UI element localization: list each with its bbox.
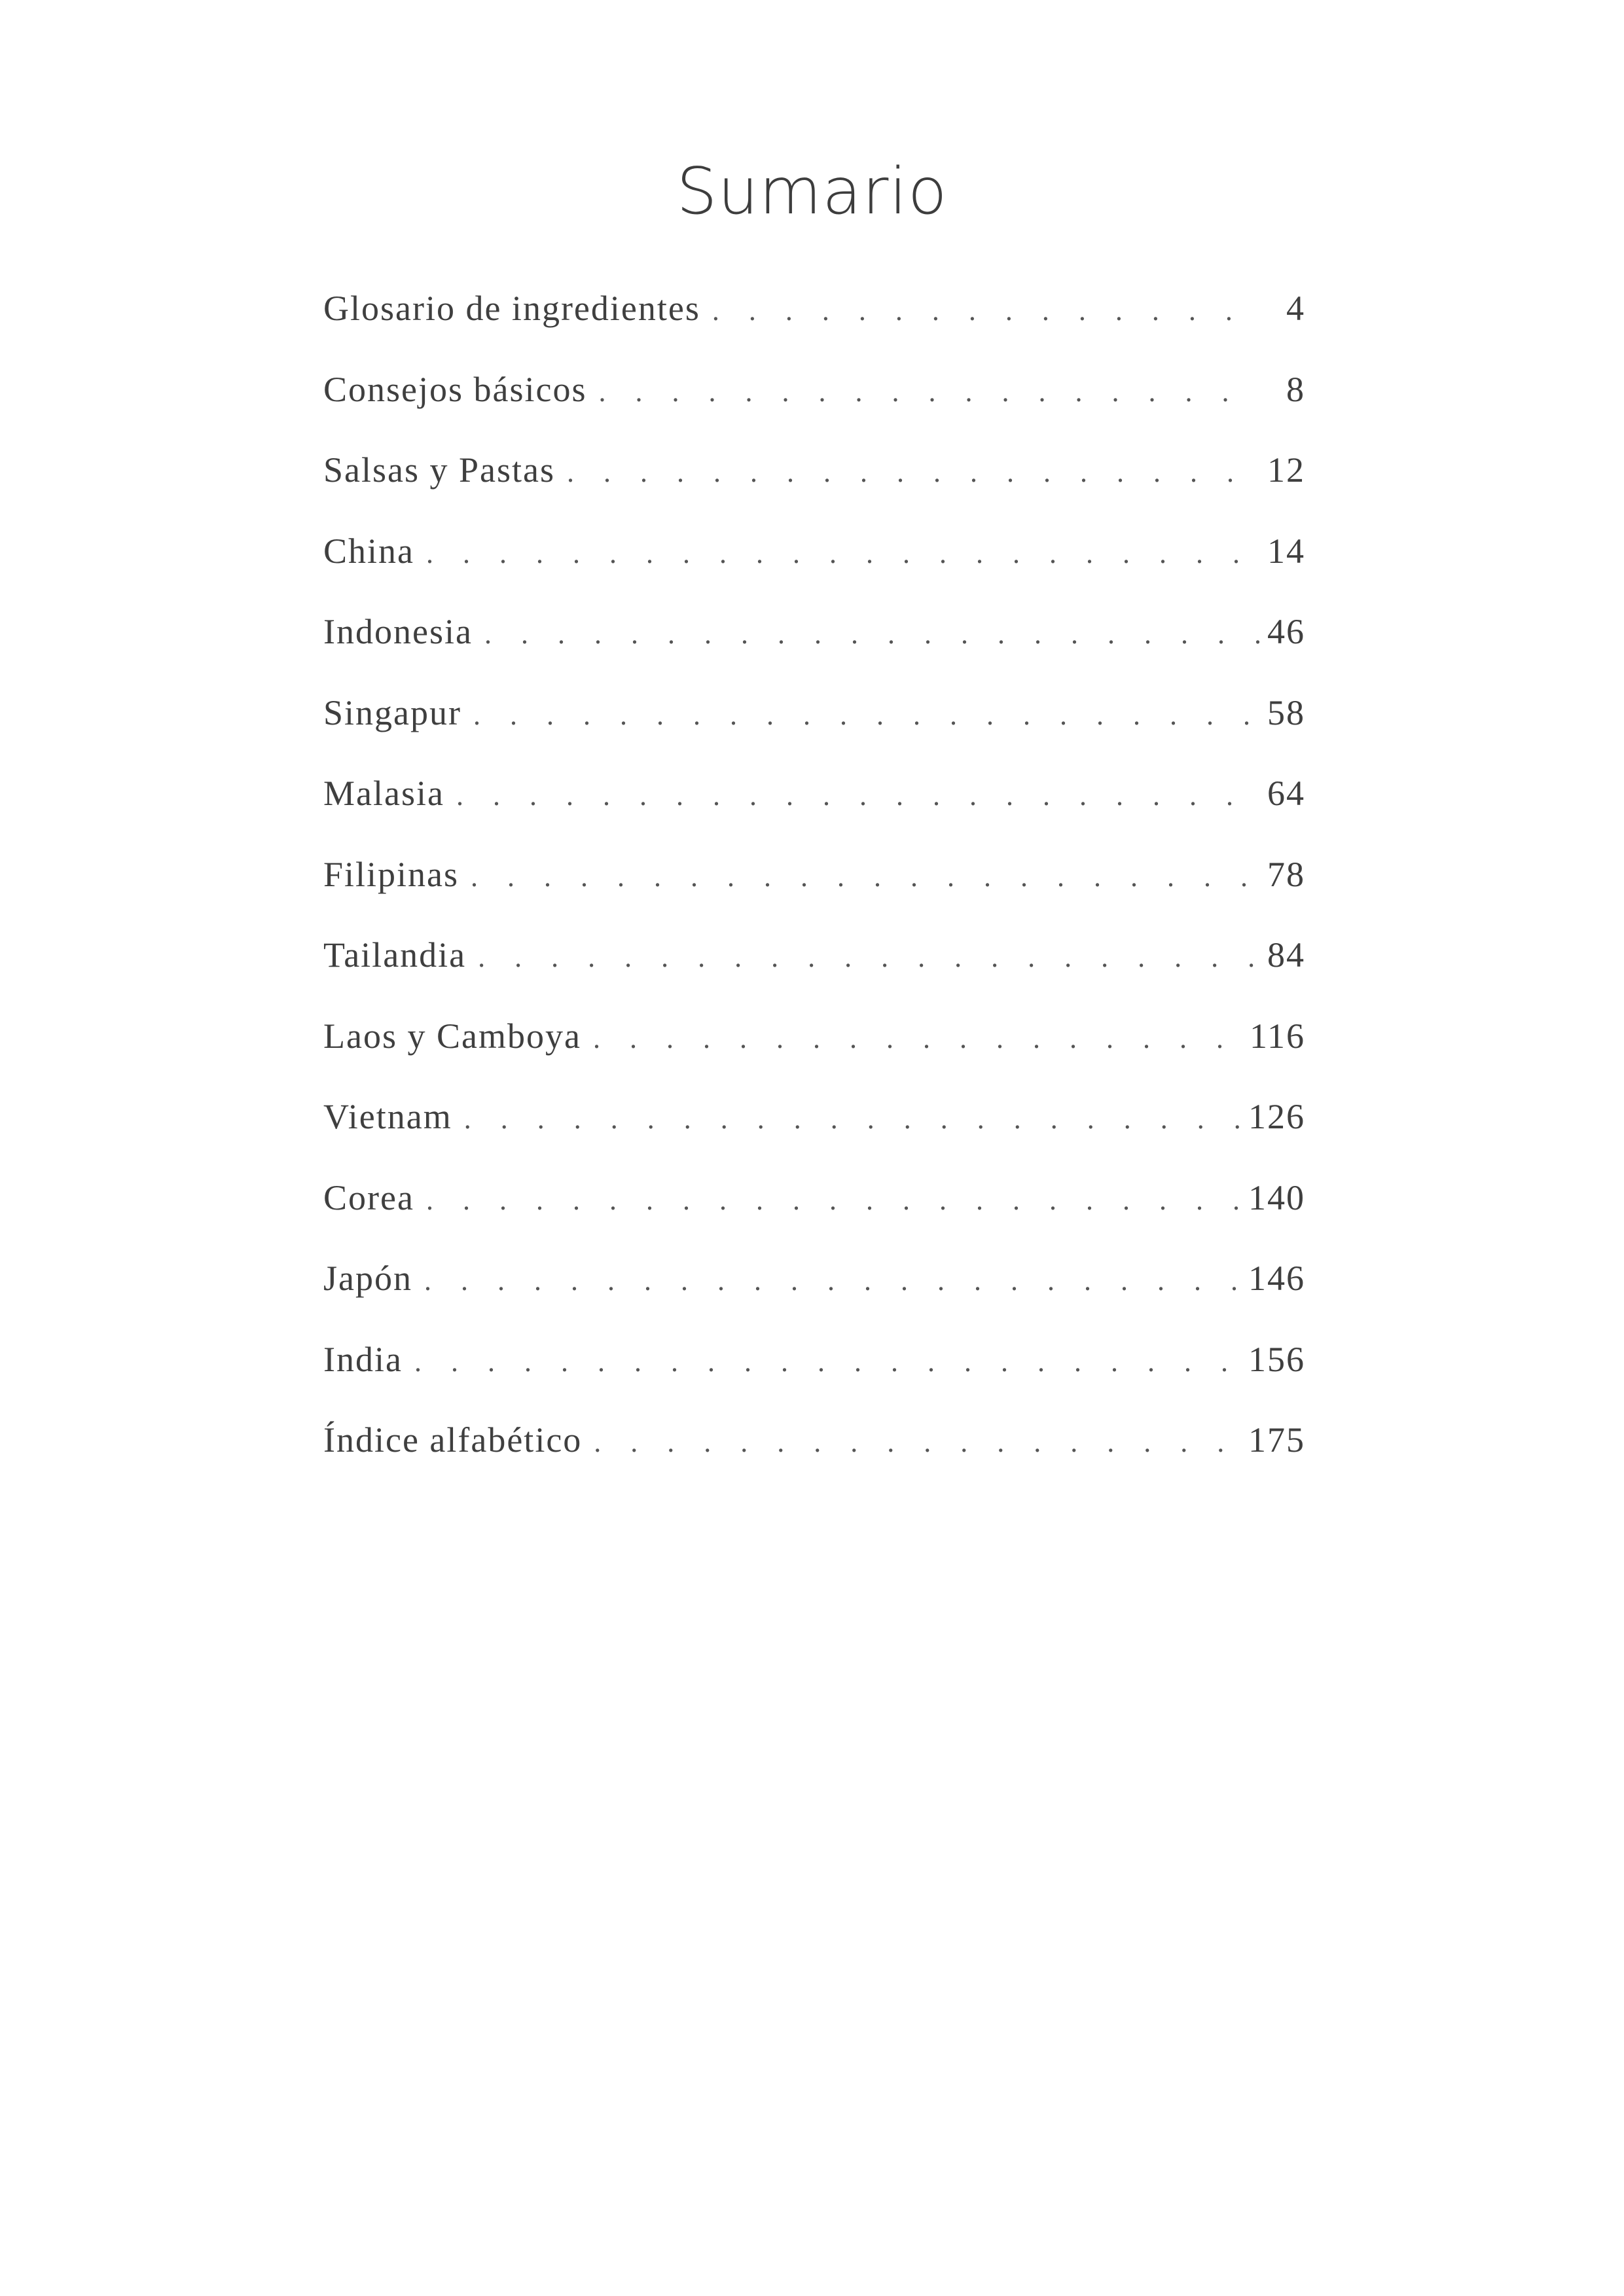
toc-entry-label: India <box>323 1339 403 1379</box>
toc-entry <box>323 1016 1305 1097</box>
toc-entry-label: Glosario de ingredientes <box>323 289 700 328</box>
toc-page-number: 46 <box>1267 612 1305 651</box>
toc-entry <box>323 288 1305 369</box>
table-of-contents <box>323 288 1305 1501</box>
toc-page-number: 126 <box>1248 1097 1305 1136</box>
toc-page-number: 175 <box>1248 1420 1305 1460</box>
toc-entry <box>323 611 1305 692</box>
toc-entry-label: Índice alfabético <box>323 1420 583 1460</box>
toc-entry <box>323 1420 1305 1501</box>
toc-entry-label: Japón <box>323 1259 412 1298</box>
toc-dot-leader <box>478 941 1259 974</box>
toc-page-number: 78 <box>1267 854 1305 894</box>
toc-entry <box>323 531 1305 612</box>
toc-dot-leader <box>594 1426 1242 1459</box>
toc-page-number: 84 <box>1267 935 1305 975</box>
toc-entry <box>323 1339 1305 1420</box>
toc-page-number: 14 <box>1267 531 1305 571</box>
toc-entry <box>323 935 1305 1016</box>
toc-entry <box>323 1096 1305 1177</box>
toc-entry-label: Malasia <box>323 774 444 813</box>
toc-entry-label: Indonesia <box>323 612 473 651</box>
toc-entry-label: Laos y Camboya <box>323 1016 581 1056</box>
toc-dot-leader <box>426 537 1259 570</box>
toc-dot-leader <box>456 779 1259 812</box>
toc-dot-leader <box>424 1264 1242 1297</box>
toc-dot-leader <box>414 1345 1242 1378</box>
toc-page-number: 140 <box>1248 1177 1305 1217</box>
toc-entry-label: Singapur <box>323 692 461 732</box>
toc-entry <box>323 369 1305 450</box>
toc-entry <box>323 1177 1305 1259</box>
toc-dot-leader <box>471 860 1259 893</box>
toc-dot-leader <box>484 617 1259 651</box>
toc-entry-label: Salsas y Pastas <box>323 450 555 490</box>
toc-entry-label: Tailandia <box>323 935 467 975</box>
toc-dot-leader <box>599 375 1260 408</box>
toc-entry <box>323 1258 1305 1339</box>
toc-dot-leader <box>464 1102 1242 1136</box>
toc-entry <box>323 773 1305 854</box>
toc-entry-label: Vietnam <box>323 1097 452 1136</box>
toc-entry <box>323 854 1305 935</box>
toc-dot-leader <box>712 294 1259 327</box>
toc-page-number: 12 <box>1267 450 1305 490</box>
toc-page-number: 156 <box>1248 1339 1305 1379</box>
toc-entry-label: Filipinas <box>323 854 460 894</box>
page-title: Sumario <box>676 154 948 229</box>
toc-dot-leader <box>593 1022 1243 1055</box>
toc-page-number: 58 <box>1267 692 1305 732</box>
toc-page-number: 146 <box>1248 1259 1305 1298</box>
toc-entry-label: China <box>323 531 414 571</box>
toc-entry-label: Corea <box>323 1177 414 1217</box>
toc-entry <box>323 450 1305 531</box>
toc-entry-label: Consejos básicos <box>323 369 587 409</box>
toc-dot-leader <box>567 456 1259 489</box>
toc-page-number: 116 <box>1250 1016 1305 1056</box>
toc-page-number: 64 <box>1267 774 1305 813</box>
toc-dot-leader <box>426 1183 1242 1217</box>
toc-page-number: 8 <box>1286 369 1305 409</box>
toc-page-number: 4 <box>1286 289 1305 328</box>
toc-entry <box>323 692 1305 774</box>
toc-dot-leader <box>473 698 1259 732</box>
